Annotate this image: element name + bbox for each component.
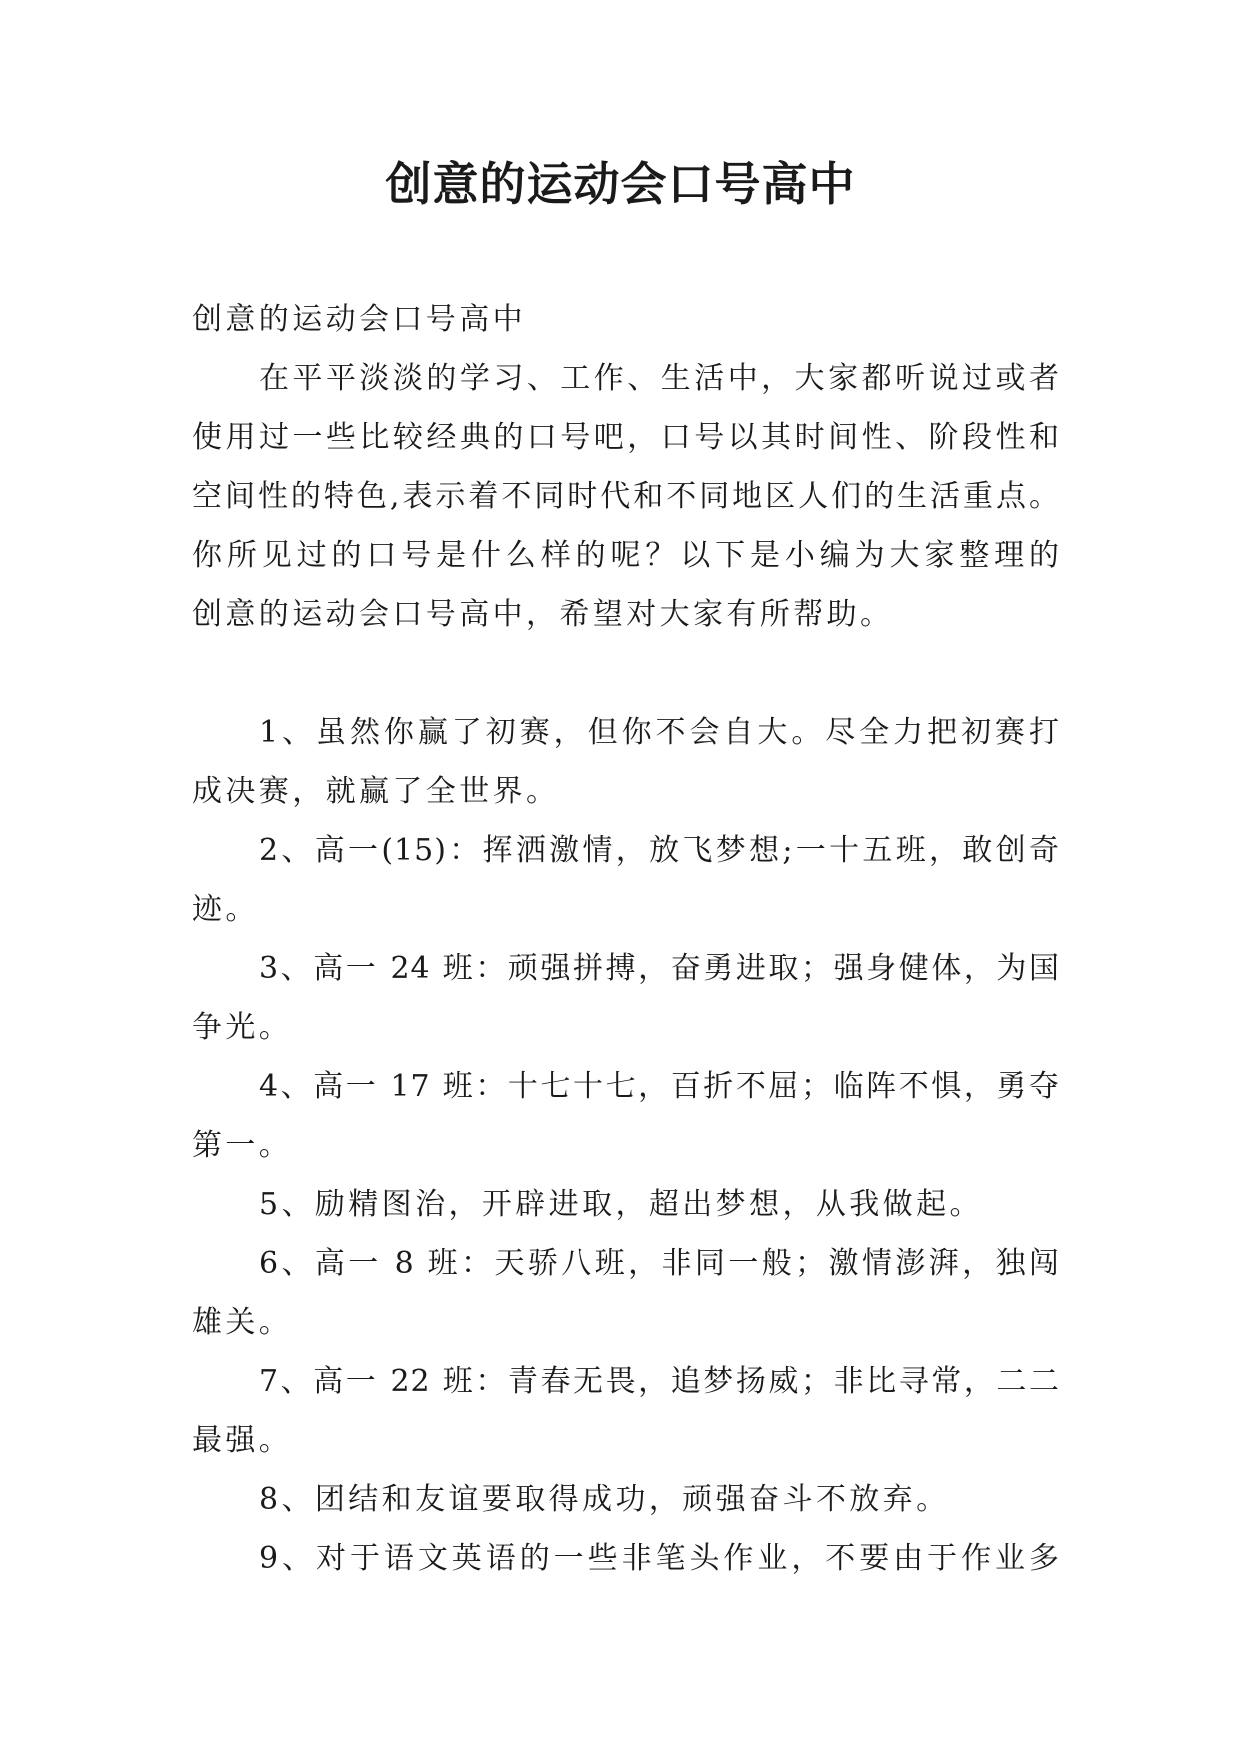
document-body — [192, 290, 1060, 1588]
intro-line: 使用过一些比较经典的口号吧，口号以其时间性、阶段性和 — [192, 420, 1060, 455]
slogan-line: 6、高一 8 班：天骄八班，非同一般；激情澎湃，独闯 — [259, 1246, 1060, 1281]
slogan-item — [192, 1057, 1060, 1175]
paragraph-gap — [192, 644, 1060, 703]
slogan-line: 2、高一(15)：挥洒激情，放飞梦想;一十五班，敢创奇 — [259, 833, 1060, 868]
slogan-line: 1、虽然你赢了初赛，但你不会自大。尽全力把初赛打 — [259, 715, 1060, 750]
slogan-item — [192, 821, 1060, 939]
slogan-item — [192, 1352, 1060, 1470]
slogan-item — [192, 703, 1060, 821]
intro-line: 空间性的特色,表示着不同时代和不同地区人们的生活重点。 — [192, 479, 1060, 514]
slogan-item — [192, 1529, 1060, 1588]
slogan-line: 8、团结和友谊要取得成功，顽强奋斗不放弃。 — [259, 1482, 950, 1517]
slogan-line: 第一。 — [192, 1128, 293, 1163]
slogan-line: 争光。 — [192, 1010, 293, 1045]
intro-line: 在平平淡淡的学习、工作、生活中，大家都听说过或者 — [259, 361, 1060, 396]
slogan-line: 迹。 — [192, 892, 259, 927]
intro-line: 你所见过的口号是什么样的呢？以下是小编为大家整理的 — [192, 538, 1060, 573]
page-title: 创意的运动会口号高中 — [385, 157, 856, 211]
slogan-line: 最强。 — [192, 1423, 293, 1458]
intro-paragraph — [192, 349, 1060, 644]
slogan-item — [192, 1470, 1060, 1529]
slogan-line: 5、励精图治，开辟进取，超出梦想，从我做起。 — [259, 1187, 983, 1222]
slogan-line: 雄关。 — [192, 1305, 293, 1340]
slogan-item — [192, 1175, 1060, 1234]
slogan-line: 9、对于语文英语的一些非笔头作业，不要由于作业多 — [259, 1541, 1060, 1576]
intro-line: 创意的运动会口号高中，希望对大家有所帮助。 — [192, 597, 894, 632]
slogan-item — [192, 1234, 1060, 1352]
slogan-line: 7、高一 22 班：青春无畏，追梦扬威；非比寻常，二二 — [259, 1364, 1060, 1399]
slogan-line: 4、高一 17 班：十七十七，百折不屈；临阵不惧，勇夺 — [259, 1069, 1060, 1104]
subtitle: 创意的运动会口号高中 — [192, 302, 526, 337]
slogan-item — [192, 939, 1060, 1057]
slogan-line: 3、高一 24 班：顽强拼搏，奋勇进取；强身健体，为国 — [259, 951, 1060, 986]
slogan-line: 成决赛，就赢了全世界。 — [192, 774, 560, 809]
